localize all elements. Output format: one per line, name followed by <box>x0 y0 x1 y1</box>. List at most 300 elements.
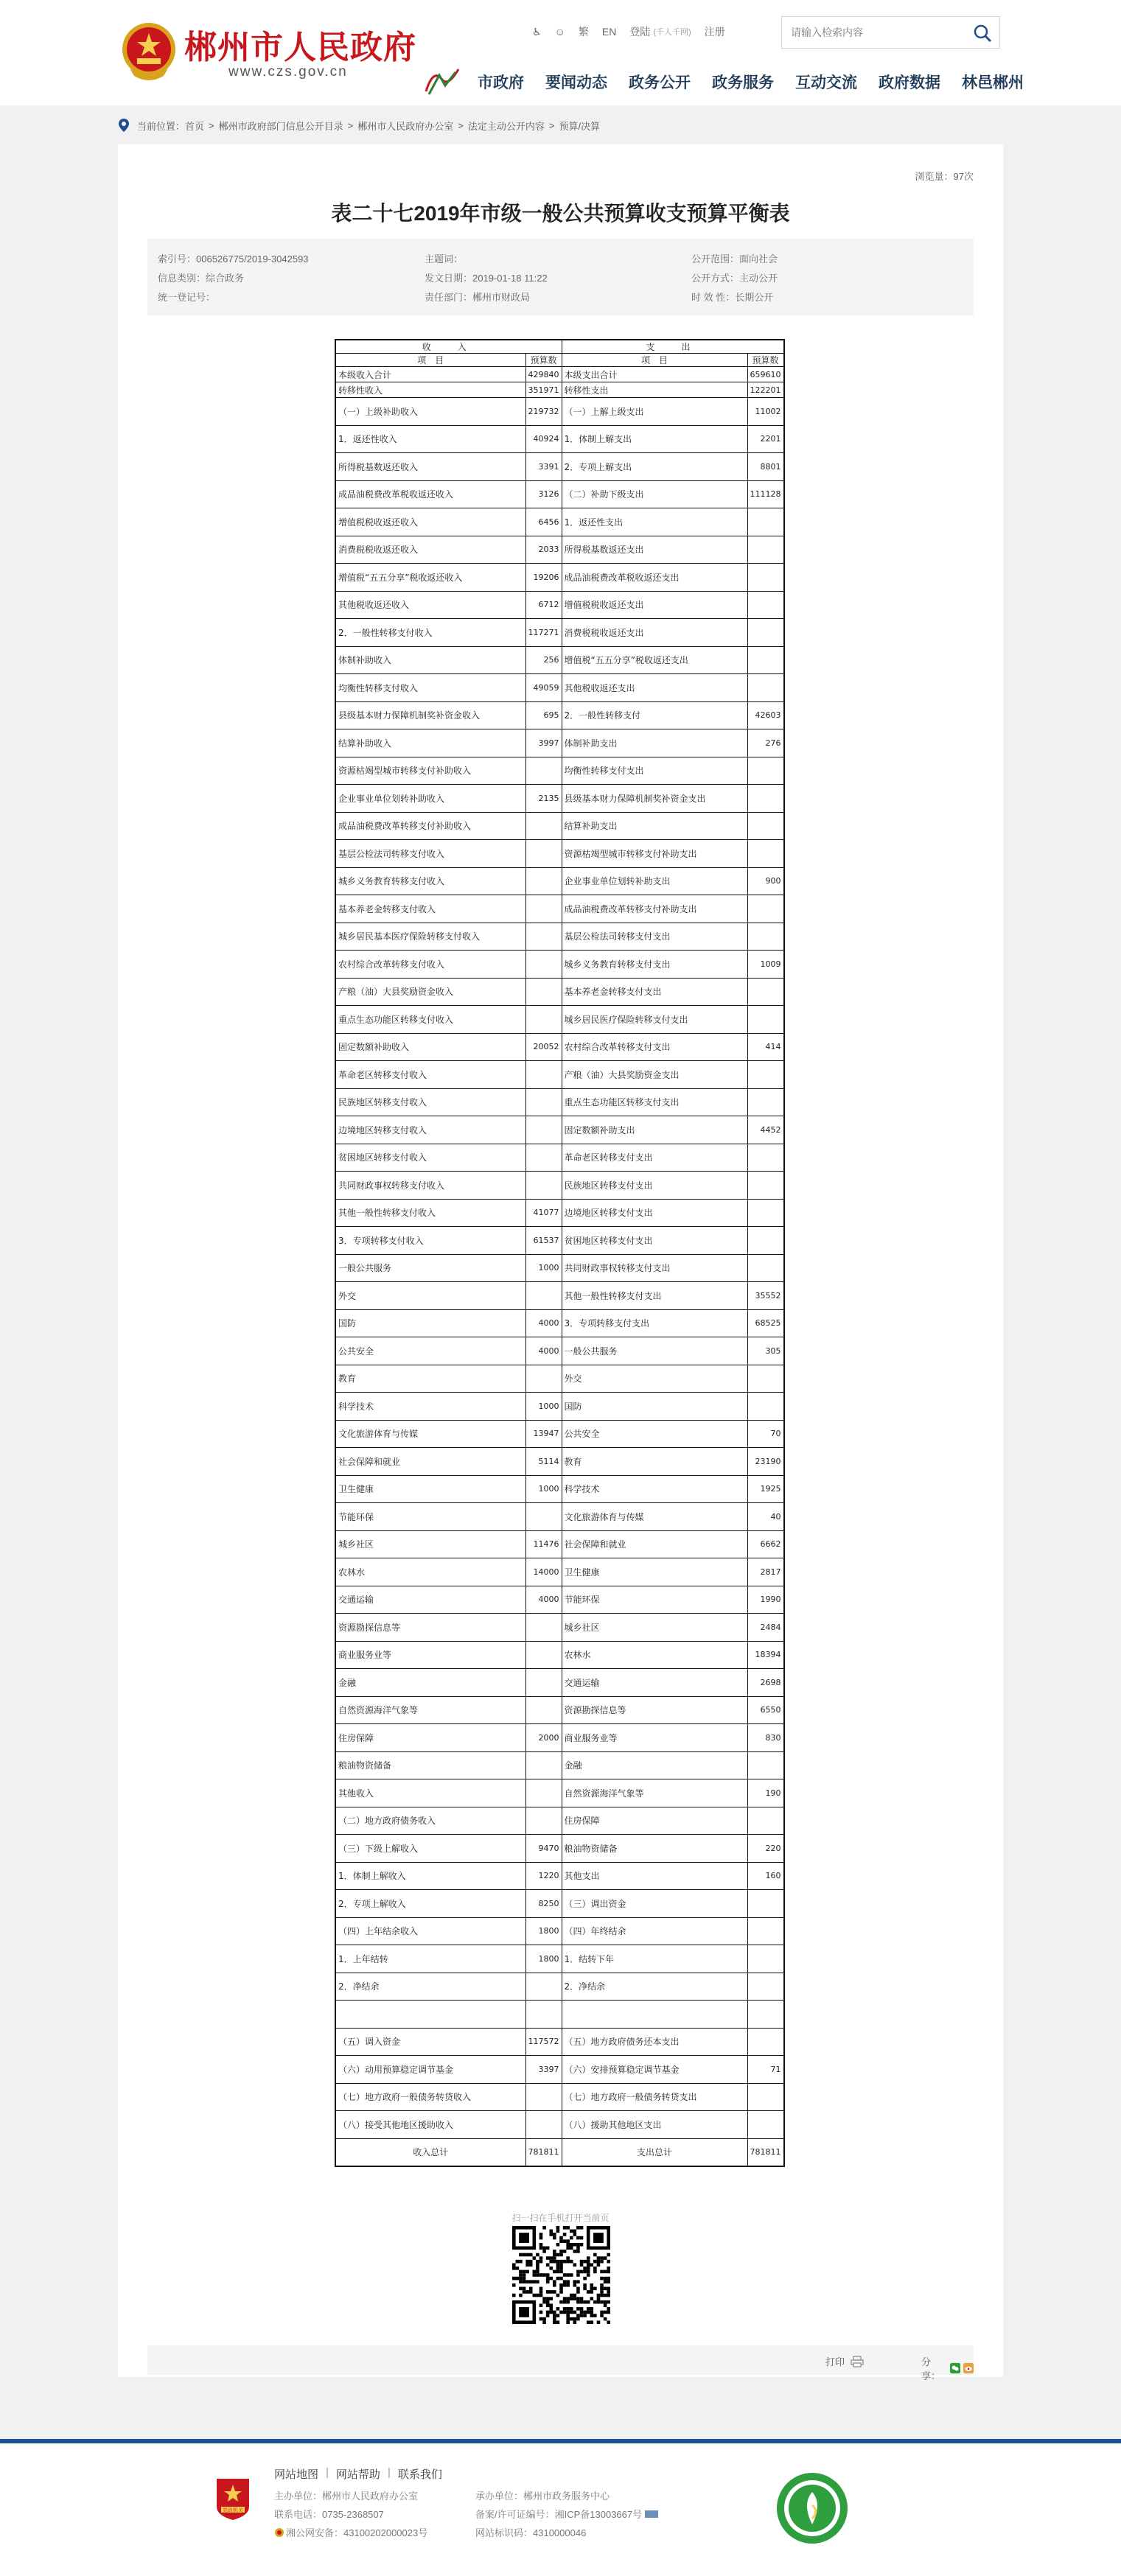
site-url: www.czs.gov.cn <box>228 64 348 80</box>
expense-amount <box>747 1199 784 1227</box>
income-amount: 20052 <box>525 1033 562 1061</box>
expense-amount <box>747 757 784 785</box>
expense-amount <box>747 1365 784 1393</box>
footer-help-link[interactable]: 网站帮助 <box>335 2468 380 2481</box>
income-item: （二）地方政府债务收入 <box>335 1807 525 1835</box>
expense-amount: 305 <box>747 1337 784 1365</box>
table-row <box>335 1835 784 1863</box>
income-amount <box>525 923 562 951</box>
expense-amount: 2484 <box>747 1614 784 1642</box>
income-item: 所得税基数返还收入 <box>335 453 525 481</box>
expense-amount: 42603 <box>747 701 784 729</box>
expense-amount: 190 <box>747 1779 784 1807</box>
table-row <box>335 2111 784 2139</box>
income-item: 均衡性转移支付收入 <box>335 674 525 702</box>
elderly-mode-icon[interactable]: ☺ <box>554 26 565 38</box>
income-item: 1．上年结转 <box>335 1945 525 1973</box>
main-nav <box>478 71 1045 93</box>
expense-item: （二）补助下级支出 <box>562 480 747 508</box>
income-amount: 2135 <box>525 785 562 813</box>
table-row <box>335 453 784 481</box>
expense-item <box>562 2001 747 2029</box>
expense-item: 重点生态功能区转移支付支出 <box>562 1088 747 1116</box>
expense-amount: 23190 <box>747 1448 784 1476</box>
table-row <box>335 1641 784 1669</box>
income-item: 科学技术 <box>335 1393 525 1421</box>
expense-amount <box>747 1088 784 1116</box>
expense-amount <box>747 1807 784 1835</box>
table-row <box>335 1006 784 1034</box>
expense-item: 3．专项转移支付支出 <box>562 1309 747 1337</box>
expense-amount <box>747 536 784 564</box>
expense-amount: 71 <box>747 2056 784 2084</box>
expense-item: 一般公共服务 <box>562 1337 747 1365</box>
expense-item: 国防 <box>562 1393 747 1421</box>
breadcrumb-budget[interactable]: 预算/决算 <box>559 120 601 132</box>
meta-info-type: 信息类别：综合政务 <box>158 273 245 284</box>
income-item: 2．一般性转移支付收入 <box>335 619 525 647</box>
income-item: 城乡社区 <box>335 1530 525 1558</box>
expense-item: 结算补助支出 <box>562 812 747 840</box>
income-amount: 3391 <box>525 453 562 481</box>
expense-amount: 6662 <box>747 1530 784 1558</box>
expense-item: 增值税“五五分享”税收返还支出 <box>562 646 747 674</box>
expense-item: 文化旅游体育与传媒 <box>562 1503 747 1531</box>
income-item: 增值税税收返还收入 <box>335 508 525 536</box>
site-title[interactable]: 郴州市人民政府 <box>184 29 416 66</box>
table-row <box>335 2083 784 2111</box>
footer-police-record[interactable]: 湘公网安备：43100202000023号 <box>274 2525 427 2539</box>
expense-amount: 1990 <box>747 1586 784 1614</box>
income-item: 共同财政事权转移支付收入 <box>335 1172 525 1200</box>
expense-amount <box>747 2111 784 2139</box>
income-amount <box>525 2111 562 2139</box>
income-item: 固定数额补助收入 <box>335 1033 525 1061</box>
expense-item: 2．专项上解支出 <box>562 453 747 481</box>
expense-amount <box>747 1227 784 1255</box>
income-amount: 4000 <box>525 1309 562 1337</box>
expense-amount <box>747 674 784 702</box>
table-row <box>335 591 784 619</box>
expense-amount <box>747 2028 784 2056</box>
income-item: 城乡居民基本医疗保险转移支付收入 <box>335 923 525 951</box>
expense-item: 社会保障和就业 <box>562 1530 747 1558</box>
expense-amount: 70 <box>747 1420 784 1448</box>
top-links <box>532 24 738 39</box>
income-amount: 14000 <box>525 1558 562 1586</box>
income-item: 消费税税收返还收入 <box>335 536 525 564</box>
search-box <box>781 16 1000 49</box>
expense-item: 产粮（油）大县奖励资金支出 <box>562 1061 747 1089</box>
income-amount <box>525 1061 562 1089</box>
party-gov-badge-icon[interactable] <box>214 2477 252 2521</box>
expense-amount <box>747 591 784 619</box>
expense-amount: 900 <box>747 867 784 895</box>
table-row <box>335 923 784 951</box>
english-link[interactable]: EN <box>601 26 617 38</box>
income-amount <box>525 951 562 979</box>
expense-item: （六）安排预算稳定调节基金 <box>562 2056 747 2084</box>
income-item: 成品油税费改革税收返还收入 <box>335 480 525 508</box>
income-amount <box>525 867 562 895</box>
expense-amount <box>747 1917 784 1945</box>
income-amount <box>525 757 562 785</box>
national-emblem-icon[interactable] <box>119 20 178 82</box>
expense-amount: 276 <box>747 729 784 757</box>
site-header <box>0 0 1121 105</box>
income-amount: 1000 <box>525 1393 562 1421</box>
income-amount <box>525 1365 562 1393</box>
income-amount <box>525 1144 562 1172</box>
nav-interaction[interactable]: 互动交流 <box>795 74 857 91</box>
table-row <box>335 646 784 674</box>
income-item: 粮油物资储备 <box>335 1751 525 1779</box>
expense-item: 金融 <box>562 1751 747 1779</box>
income-item <box>335 2001 525 2029</box>
table-row <box>335 867 784 895</box>
income-amount <box>525 1172 562 1200</box>
expense-amount <box>747 619 784 647</box>
income-item: 基本养老金转移支付收入 <box>335 895 525 923</box>
income-item: 其他收入 <box>335 1779 525 1807</box>
income-amount: 1000 <box>525 1475 562 1503</box>
table-row <box>335 1033 784 1061</box>
table-row <box>335 1420 784 1448</box>
breadcrumb-directory[interactable]: 郴州市政府部门信息公开目录 <box>218 120 343 132</box>
expense-item: 住房保障 <box>562 1807 747 1835</box>
table-row <box>335 1227 784 1255</box>
expense-item: 共同财政事权转移支付支出 <box>562 1254 747 1282</box>
expense-amount <box>747 978 784 1006</box>
expense-amount: 2201 <box>747 425 784 453</box>
income-amount <box>525 1116 562 1144</box>
income-amount <box>525 2001 562 2029</box>
income-item: 城乡义务教育转移支付收入 <box>335 867 525 895</box>
table-row <box>335 398 784 426</box>
nav-gov-data[interactable]: 政府数据 <box>879 74 940 91</box>
table-row <box>335 1945 784 1973</box>
income-item: 重点生态功能区转移支付收入 <box>335 1006 525 1034</box>
expense-amount: 160 <box>747 1862 784 1890</box>
police-badge-icon <box>274 2527 284 2538</box>
expense-amount <box>747 1945 784 1973</box>
icp-icon <box>645 2510 658 2518</box>
income-item: 1．体制上解收入 <box>335 1862 525 1890</box>
expense-amount: 1925 <box>747 1475 784 1503</box>
expense-item: （四）年终结余 <box>562 1917 747 1945</box>
income-amount <box>525 1751 562 1779</box>
nav-news[interactable]: 要闻动态 <box>545 74 607 91</box>
income-item: （六）动用预算稳定调节基金 <box>335 2056 525 2084</box>
income-amount: 117572 <box>525 2028 562 2056</box>
gov-website-seal-icon[interactable] <box>775 2471 849 2545</box>
income-item: 住房保障 <box>335 1724 525 1752</box>
income-amount: 6712 <box>525 591 562 619</box>
expense-item: 增值税税收返还支出 <box>562 591 747 619</box>
table-row <box>335 2056 784 2084</box>
meta-index-no: 索引号：006526775/2019-3042593 <box>158 253 309 265</box>
table-row <box>335 1558 784 1586</box>
table-row <box>335 1862 784 1890</box>
income-amount <box>525 1006 562 1034</box>
article-title: 表二十七2019年市级一般公共预算收支预算平衡表 <box>331 202 790 225</box>
expense-amount: 4452 <box>747 1116 784 1144</box>
table-row <box>335 701 784 729</box>
expense-amount <box>747 1006 784 1034</box>
table-row <box>335 1254 784 1282</box>
income-item: 本级收入合计 <box>335 367 525 382</box>
footer-sponsor: 主办单位：郴州市人民政府办公室 <box>274 2491 419 2502</box>
expense-amount-header: 预算数 <box>747 354 784 367</box>
income-item: 民族地区转移支付收入 <box>335 1088 525 1116</box>
expense-item: 城乡社区 <box>562 1614 747 1642</box>
expense-amount <box>747 1254 784 1282</box>
table-row <box>335 1973 784 2001</box>
expense-amount: 220 <box>747 1835 784 1863</box>
meta-publish-date: 发文日期：2019-01-18 11:22 <box>425 273 548 284</box>
wechat-icon[interactable] <box>950 2362 960 2374</box>
income-item: 农村综合改革转移支付收入 <box>335 951 525 979</box>
expense-item: 2．净结余 <box>562 1973 747 2001</box>
income-amount: 351971 <box>525 382 562 398</box>
income-item: 2．净结余 <box>335 1973 525 2001</box>
income-amount: 2033 <box>525 536 562 564</box>
register-link[interactable]: 注册 <box>704 26 725 38</box>
income-item: 增值税“五五分享”税收返还收入 <box>335 564 525 592</box>
table-row <box>335 1475 784 1503</box>
income-item: （四）上年结余收入 <box>335 1917 525 1945</box>
footer-site-code: 网站标识码：4310000046 <box>475 2527 587 2538</box>
income-item: 贫困地区转移支付收入 <box>335 1144 525 1172</box>
login-link[interactable]: 登陆 <box>629 26 651 38</box>
expense-item: 本级支出合计 <box>562 367 747 382</box>
income-item: 其他一般性转移支付收入 <box>335 1199 525 1227</box>
income-item: （五）调入资金 <box>335 2028 525 2056</box>
table-row <box>335 812 784 840</box>
nav-city-government[interactable]: 市政府 <box>478 74 524 91</box>
income-item: 2．专项上解收入 <box>335 1890 525 1918</box>
income-amount <box>525 1503 562 1531</box>
income-amount: 61537 <box>525 1227 562 1255</box>
income-amount: 4000 <box>525 1337 562 1365</box>
table-row <box>335 1890 784 1918</box>
table-row <box>335 2001 784 2029</box>
expense-item: 固定数额补助支出 <box>562 1116 747 1144</box>
income-item: 外交 <box>335 1282 525 1310</box>
expense-item: 革命老区转移支付支出 <box>562 1144 747 1172</box>
table-row <box>335 1696 784 1724</box>
table-row <box>335 1614 784 1642</box>
table-row <box>335 1309 784 1337</box>
expense-amount <box>747 895 784 923</box>
expense-item: 成品油税费改革税收返还支出 <box>562 564 747 592</box>
income-item: 收入总计 <box>335 2138 525 2166</box>
income-amount <box>525 895 562 923</box>
income-item: 文化旅游体育与传媒 <box>335 1420 525 1448</box>
footer-phone: 联系电话：0735-2368507 <box>274 2509 384 2520</box>
expense-amount <box>747 923 784 951</box>
income-amount: 117271 <box>525 619 562 647</box>
expense-item: 公共安全 <box>562 1420 747 1448</box>
income-amount: 3126 <box>525 480 562 508</box>
table-row <box>335 1807 784 1835</box>
income-item: 农林水 <box>335 1558 525 1586</box>
income-amount <box>525 1973 562 2001</box>
traditional-chinese-link[interactable]: 繁 <box>578 26 589 38</box>
table-row <box>335 508 784 536</box>
expense-amount <box>747 1061 784 1089</box>
income-item: 其他税收返还收入 <box>335 591 525 619</box>
table-row <box>335 1393 784 1421</box>
income-amount <box>525 1614 562 1642</box>
expense-amount: 122201 <box>747 382 784 398</box>
income-amount: 3997 <box>525 729 562 757</box>
expense-item: 1．体制上解支出 <box>562 425 747 453</box>
table-row <box>335 2138 784 2166</box>
print-button[interactable] <box>825 2354 864 2368</box>
table-header-row <box>335 340 784 354</box>
table-row <box>335 1669 784 1697</box>
income-amount: 9470 <box>525 1835 562 1863</box>
meta-scope: 公开范围：面向社会 <box>691 253 778 265</box>
search-input[interactable] <box>789 17 962 48</box>
expense-item: 1．返还性支出 <box>562 508 747 536</box>
income-amount: 49059 <box>525 674 562 702</box>
table-row <box>335 1144 784 1172</box>
income-item: （三）下级上解收入 <box>335 1835 525 1863</box>
expense-item: 边境地区转移支付支出 <box>562 1199 747 1227</box>
income-amount <box>525 1807 562 1835</box>
table-row <box>335 367 784 382</box>
table-row <box>335 1116 784 1144</box>
article-card <box>118 144 1003 2381</box>
income-amount <box>525 840 562 868</box>
income-amount: 429840 <box>525 367 562 382</box>
expense-item: 教育 <box>562 1448 747 1476</box>
expense-item: 其他税收返还支出 <box>562 674 747 702</box>
nav-gov-services[interactable]: 政务服务 <box>712 74 774 91</box>
meta-department: 责任部门：郴州市财政局 <box>425 292 531 303</box>
footer-sitemap-link[interactable]: 网站地图 <box>274 2468 319 2481</box>
article-meta <box>147 239 974 315</box>
expense-item: 县级基本财力保障机制奖补资金支出 <box>562 785 747 813</box>
footer-icp[interactable]: 备案/许可证编号：湘ICP备13003667号 <box>475 2507 658 2521</box>
expense-amount <box>747 1172 784 1200</box>
income-item: 节能环保 <box>335 1503 525 1531</box>
table-row <box>335 480 784 508</box>
expense-item: 体制补助支出 <box>562 729 747 757</box>
income-header: 收 入 <box>335 340 562 354</box>
income-item: 资源枯竭型城市转移支付补助收入 <box>335 757 525 785</box>
footer-contact-link[interactable]: 联系我们 <box>397 2468 442 2481</box>
expense-item: 商业服务业等 <box>562 1724 747 1752</box>
table-row <box>335 1365 784 1393</box>
income-item: 公共安全 <box>335 1337 525 1365</box>
income-amount <box>525 2083 562 2111</box>
table-row <box>335 785 784 813</box>
table-row <box>335 729 784 757</box>
expense-amount <box>747 564 784 592</box>
income-amount-header: 预算数 <box>525 354 562 367</box>
expense-item: （一）上解上级支出 <box>562 398 747 426</box>
expense-amount: 830 <box>747 1724 784 1752</box>
table-row <box>335 1061 784 1089</box>
breadcrumb-office[interactable]: 郴州市人民政府办公室 <box>357 120 454 132</box>
expense-amount: 11002 <box>747 398 784 426</box>
table-row <box>335 978 784 1006</box>
table-row <box>335 1917 784 1945</box>
income-item: 交通运输 <box>335 1586 525 1614</box>
expense-amount <box>747 1973 784 2001</box>
income-item: 产粮（油）大县奖励资金收入 <box>335 978 525 1006</box>
table-row <box>335 1088 784 1116</box>
expense-item: 2．一般性转移支付 <box>562 701 747 729</box>
expense-item: 粮油物资储备 <box>562 1835 747 1863</box>
income-item: 国防 <box>335 1309 525 1337</box>
income-item: （七）地方政府一般债务转贷收入 <box>335 2083 525 2111</box>
qr-code-icon <box>512 2226 610 2324</box>
share-area <box>921 2354 974 2382</box>
expense-amount: 2698 <box>747 1669 784 1697</box>
income-item: 社会保障和就业 <box>335 1448 525 1476</box>
income-item: 基层公检法司转移支付收入 <box>335 840 525 868</box>
income-amount <box>525 1088 562 1116</box>
search-icon[interactable] <box>973 24 992 43</box>
income-item: 结算补助收入 <box>335 729 525 757</box>
income-amount: 1220 <box>525 1862 562 1890</box>
table-row <box>335 1282 784 1310</box>
table-row <box>335 1779 784 1807</box>
expense-item: 企业事业单位划转补助支出 <box>562 867 747 895</box>
income-amount: 4000 <box>525 1586 562 1614</box>
weibo-icon[interactable] <box>963 2362 974 2374</box>
expense-amount: 1009 <box>747 951 784 979</box>
table-row <box>335 1724 784 1752</box>
nav-linyi-chenzhou[interactable]: 林邑郴州 <box>962 74 1024 91</box>
income-item: 资源勘探信息等 <box>335 1614 525 1642</box>
table-row <box>335 895 784 923</box>
table-row <box>335 840 784 868</box>
breadcrumb-home[interactable]: 首页 <box>185 120 205 132</box>
expense-amount <box>747 2001 784 2029</box>
expense-amount: 2817 <box>747 1558 784 1586</box>
expense-item: 城乡居民医疗保险转移支付支出 <box>562 1006 747 1034</box>
income-amount <box>525 1282 562 1310</box>
income-amount: 1800 <box>525 1945 562 1973</box>
meta-unified-no: 统一登记号： <box>158 292 216 303</box>
income-amount: 781811 <box>525 2138 562 2166</box>
income-amount: 11476 <box>525 1530 562 1558</box>
expense-amount <box>747 508 784 536</box>
expense-amount <box>747 812 784 840</box>
expense-item: 资源勘探信息等 <box>562 1696 747 1724</box>
nav-gov-affairs-open[interactable]: 政务公开 <box>629 74 691 91</box>
qr-caption: 扫一扫在手机打开当前页 <box>511 2213 610 2223</box>
expense-item: 农村综合改革转移支付支出 <box>562 1033 747 1061</box>
income-amount: 41077 <box>525 1199 562 1227</box>
income-amount: 8250 <box>525 1890 562 1918</box>
table-row <box>335 564 784 592</box>
breadcrumb-content[interactable]: 法定主动公开内容 <box>467 120 545 132</box>
meta-method: 公开方式：主动公开 <box>691 273 778 284</box>
accessibility-icon[interactable]: ♿ <box>532 25 542 38</box>
income-item: 县级基本财力保障机制奖补资金收入 <box>335 701 525 729</box>
table-row <box>335 1530 784 1558</box>
income-amount <box>525 812 562 840</box>
income-item: 金融 <box>335 1669 525 1697</box>
expense-item: 其他支出 <box>562 1862 747 1890</box>
income-item: 卫生健康 <box>335 1475 525 1503</box>
